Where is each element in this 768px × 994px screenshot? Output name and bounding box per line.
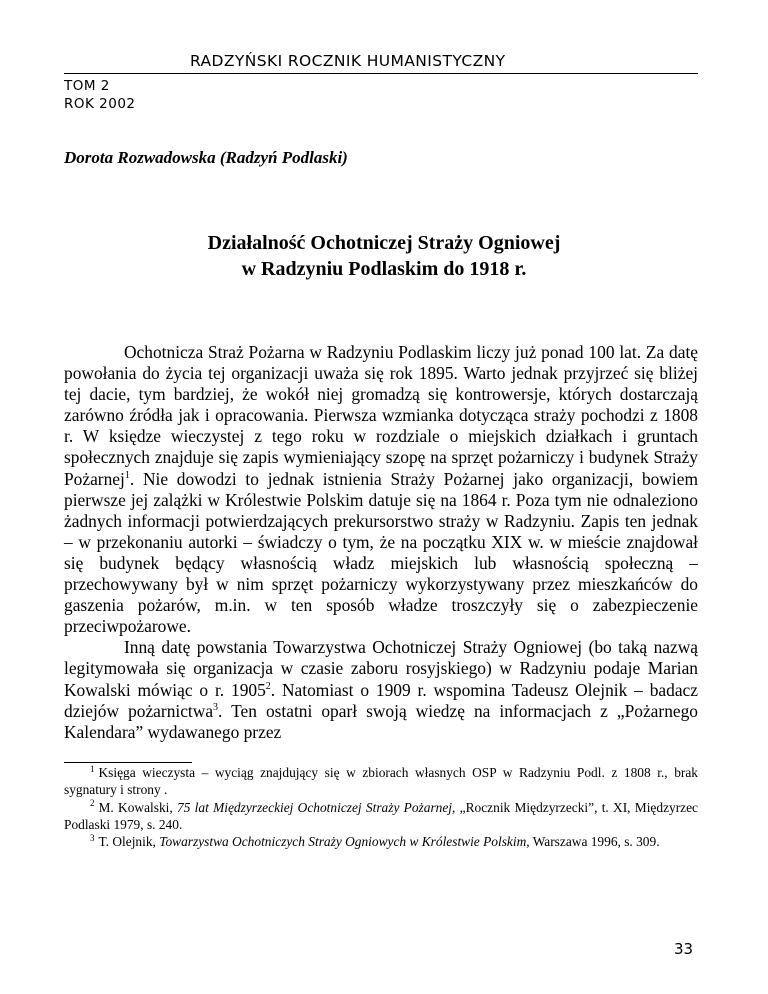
journal-title: RADZYŃSKI ROCZNIK HUMANISTYCZNY — [190, 52, 506, 70]
footnotes — [64, 764, 698, 850]
footnote-ref-2[interactable]: 2 — [265, 680, 271, 692]
page-number: 33 — [674, 940, 694, 958]
footnote-3: $^3$ T. Olejnik, Towarzystwa Ochotniczych Straży Ogniowych w Królestwie Polskim, Warszawa 1996, s. 309. — [90, 832, 660, 850]
article-title-line-2: w Radzyniu Podlaskim do 1918 r. — [241, 258, 527, 280]
footnote-ref-1[interactable]: 1 — [124, 469, 130, 481]
paragraph-2: Inną datę powstania Towarzystwa Ochotniczej Straży Ogniowej (bo taką nazwą legitymowała się organizacja w czasie zaboru rosyjskiego) w Radzyniu podaje Marian Kowalski mówiąc o r. 1905$^2$. Natomiast o 1909 r. wspomina Tadeusz Olejnik – badacz dziejów pożarnictwa$^3$. Ten ostatni oparł swoją wiedzę na informacjach z „Pożarnego Kalendara” wydawanego przez — [64, 637, 698, 742]
paragraph-1: Ochotnicza Straż Pożarna w Radzyniu Podlaskim liczy już ponad 100 lat. Za datę powołania do życia tej organizacji uważa się rok 1895. Warto jednak przyjrzeć się bliżej tej dacie, tym bardziej, że wokół niej gromadzą się kontrowersje, których dostarczają zarówno źródła jak i opracowania. Pierwsza wzmianka dotycząca straży pochodzi z 1808 r. W księdze wieczystej z tego roku w rozdziale o miejskich działkach i gruntach społecznych znajduje się zapis wymieniający szopę na sprzęt pożarniczy i budynek Straży Pożarnej$^1$. Nie dowodzi to jednak istnienia Straży Pożarnej jako organizacji, bowiem pierwsze jej zalążki w Królestwie Polskim datuje się na 1864 r. Poza tym nie odnaleziono żadnych informacji potwierdzających prekursorstwo straży w Radzyniu. Zapis ten jednak – w przekonaniu autorki – świadczy o tym, że na początku XIX w. w mieście znajdował się budynek będący własnością władz miejskich lub własnością społeczną – przechowywany był w nim sprzęt pożarniczy wykorzystywany przez mieszkańców do gaszenia pożarów, m.in. w ten sposób władze troszczyły się o zabezpieczenie przeciwpożarowe. — [64, 342, 698, 637]
footnote-2: $^2$ M. Kowalski, 75 lat Międzyrzeckiej Ochotniczej Straży Pożarnej, „Rocznik Międzyrzecki”, t. XI, Międzyrzec Podlaski 1979, s. 240. — [64, 798, 698, 832]
footnote-ref-3[interactable]: 3 — [213, 701, 219, 713]
article-title-line-1: Działalność Ochotniczej Straży Ogniowej — [207, 232, 561, 254]
footnote-1: $^1$ Księga wieczysta – wyciąg znajdujący się w zbiorach własnych OSP w Radzyniu Podl. z 1808 r., brak sygnatury i strony . — [64, 763, 698, 798]
volume-label: TOM 2 — [64, 78, 110, 94]
article-body — [64, 342, 698, 743]
article-author: Dorota Rozwadowska (Radzyń Podlaski) — [64, 148, 348, 167]
footnote-rule — [64, 762, 192, 763]
header-rule — [64, 73, 698, 74]
year-label: ROK 2002 — [64, 96, 136, 112]
